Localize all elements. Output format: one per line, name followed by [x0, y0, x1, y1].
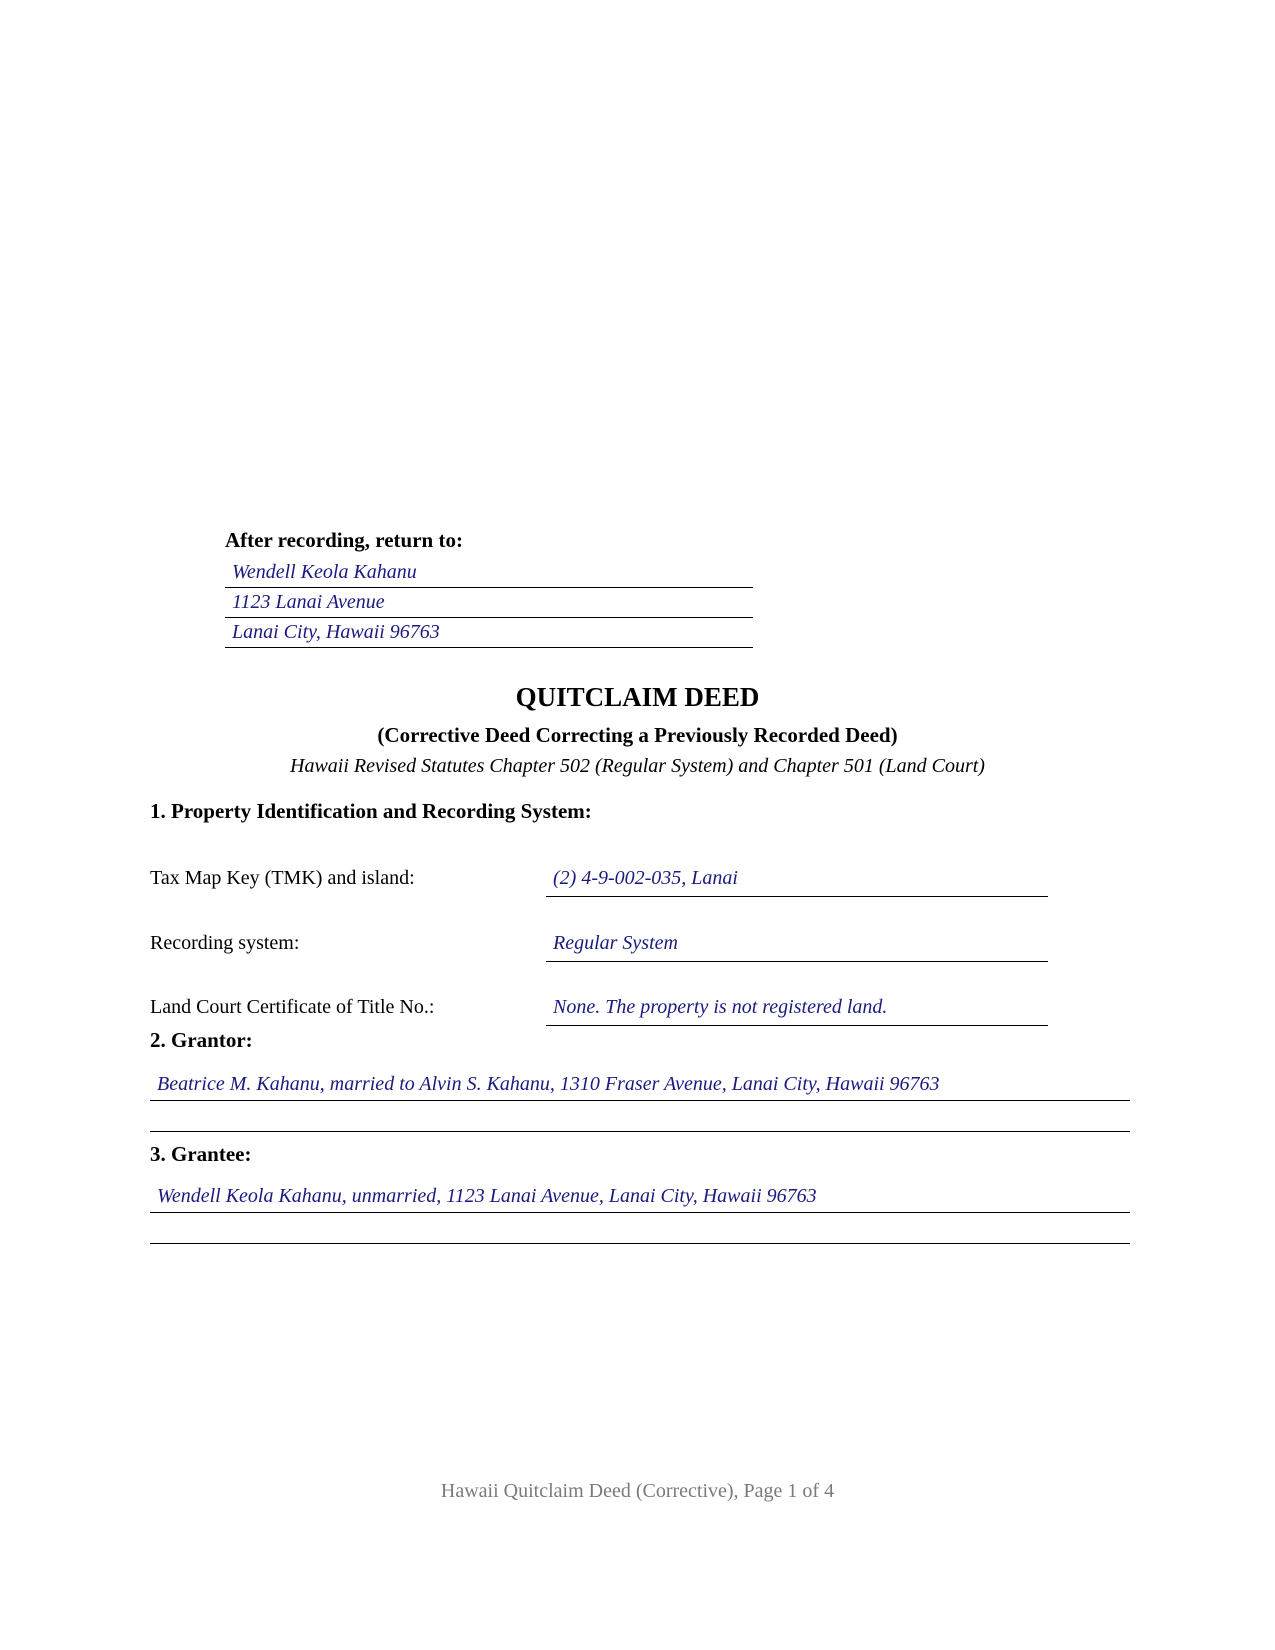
return-to-street-field[interactable]: 1123 Lanai Avenue [225, 588, 753, 618]
grantee-block [150, 1182, 1130, 1244]
tmk-label: Tax Map Key (TMK) and island: [150, 867, 415, 889]
return-to-block [225, 527, 753, 648]
recording-system-row [150, 928, 1050, 962]
tmk-row [150, 863, 1050, 897]
grantor-line-1[interactable]: Beatrice M. Kahanu, married to Alvin S. Kahanu, 1310 Fraser Avenue, Lanai City, Hawaii 96763 [150, 1070, 1130, 1101]
return-to-city-field[interactable]: Lanai City, Hawaii 96763 [225, 618, 753, 648]
recording-system-field[interactable]: Regular System [546, 928, 1048, 962]
section-1-heading: 1. Property Identification and Recording System: [150, 799, 592, 823]
document-subtitle: (Corrective Deed Correcting a Previously Recorded Deed) [377, 723, 898, 747]
grantor-line-2[interactable] [150, 1101, 1130, 1132]
recording-system-label: Recording system: [150, 932, 300, 954]
land-court-certificate-label: Land Court Certificate of Title No.: [150, 996, 435, 1018]
section-3-heading: 3. Grantee: [150, 1142, 252, 1166]
statute-reference: Hawaii Revised Statutes Chapter 502 (Regular System) and Chapter 501 (Land Court) [290, 755, 985, 777]
land-court-certificate-field[interactable]: None. The property is not registered land. [546, 992, 1048, 1026]
land-court-certificate-row [150, 992, 1050, 1026]
page-footer: Hawaii Quitclaim Deed (Corrective), Page 1 of 4 [440, 1480, 835, 1502]
document-title: QUITCLAIM DEED [515, 682, 760, 712]
tmk-field[interactable]: (2) 4-9-002-035, Lanai [546, 863, 1048, 897]
return-to-heading: After recording, return to: [225, 528, 463, 552]
grantee-line-1[interactable]: Wendell Keola Kahanu, unmarried, 1123 Lanai Avenue, Lanai City, Hawaii 96763 [150, 1182, 1130, 1213]
grantee-line-2[interactable] [150, 1213, 1130, 1244]
section-2-heading: 2. Grantor: [150, 1028, 253, 1052]
return-to-name-field[interactable]: Wendell Keola Kahanu [225, 558, 753, 588]
grantor-block [150, 1070, 1130, 1132]
